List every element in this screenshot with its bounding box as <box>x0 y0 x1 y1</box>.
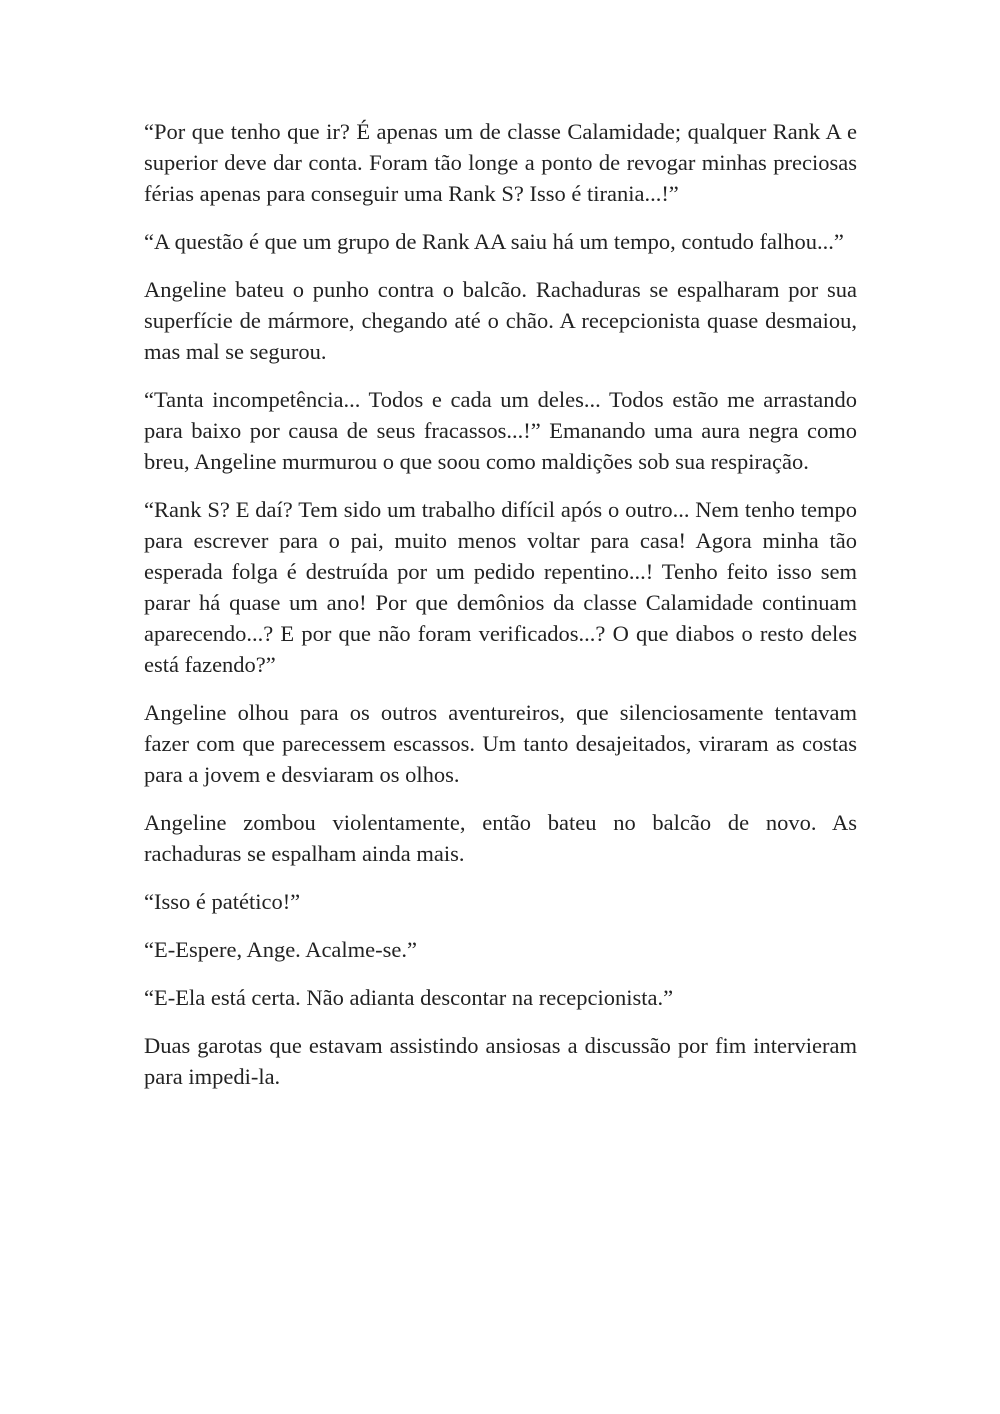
paragraph-2: “A questão é que um grupo de Rank AA saiu há um tempo, contudo falhou...” <box>144 229 844 254</box>
paragraph-7: Angeline zombou violentamente, então bateu no balcão de novo. As rachaduras se espalham ainda mais. <box>144 810 857 866</box>
paragraph-6: Angeline olhou para os outros aventureiros, que silenciosamente tentavam fazer com que parecessem escassos. Um tanto desajeitados, viraram as costas para a jovem e desviaram os olhos. <box>144 700 857 787</box>
paragraph-1: “Por que tenho que ir? É apenas um de classe Calamidade; qualquer Rank A e superior deve dar conta. Foram tão longe a ponto de revogar minhas preciosas férias apenas para conseguir uma Rank S? Isso é tirania...!” <box>144 119 857 206</box>
paragraph-9: “E-Espere, Ange. Acalme-se.” <box>144 937 417 962</box>
paragraph-5: “Rank S? E daí? Tem sido um trabalho difícil após o outro... Nem tenho tempo para escrever para o pai, muito menos voltar para casa! Agora minha tão esperada folga é destruída por um pedido repentino...! Tenho feito isso sem parar há quase um ano! Por que demônios da classe Calamidade continuam aparecendo...? E por que não foram verificados...? O que diabos o resto deles está fazendo?” <box>144 497 857 677</box>
paragraph-4: “Tanta incompetência... Todos e cada um deles... Todos estão me arrastando para baixo por causa de seus fracassos...!” Emanando uma aura negra como breu, Angeline murmurou o que soou como maldições sob sua respiração. <box>144 387 857 474</box>
paragraph-10: “E-Ela está certa. Não adianta descontar na recepcionista.” <box>144 985 674 1010</box>
paragraph-11: Duas garotas que estavam assistindo ansiosas a discussão por fim intervieram para impedi-la. <box>144 1033 857 1089</box>
paragraph-3: Angeline bateu o punho contra o balcão. Rachaduras se espalharam por sua superfície de mármore, chegando até o chão. A recepcionista quase desmaiou, mas mal se segurou. <box>144 277 857 364</box>
paragraph-8: “Isso é patético!” <box>144 889 301 914</box>
document-page <box>144 116 857 1109</box>
